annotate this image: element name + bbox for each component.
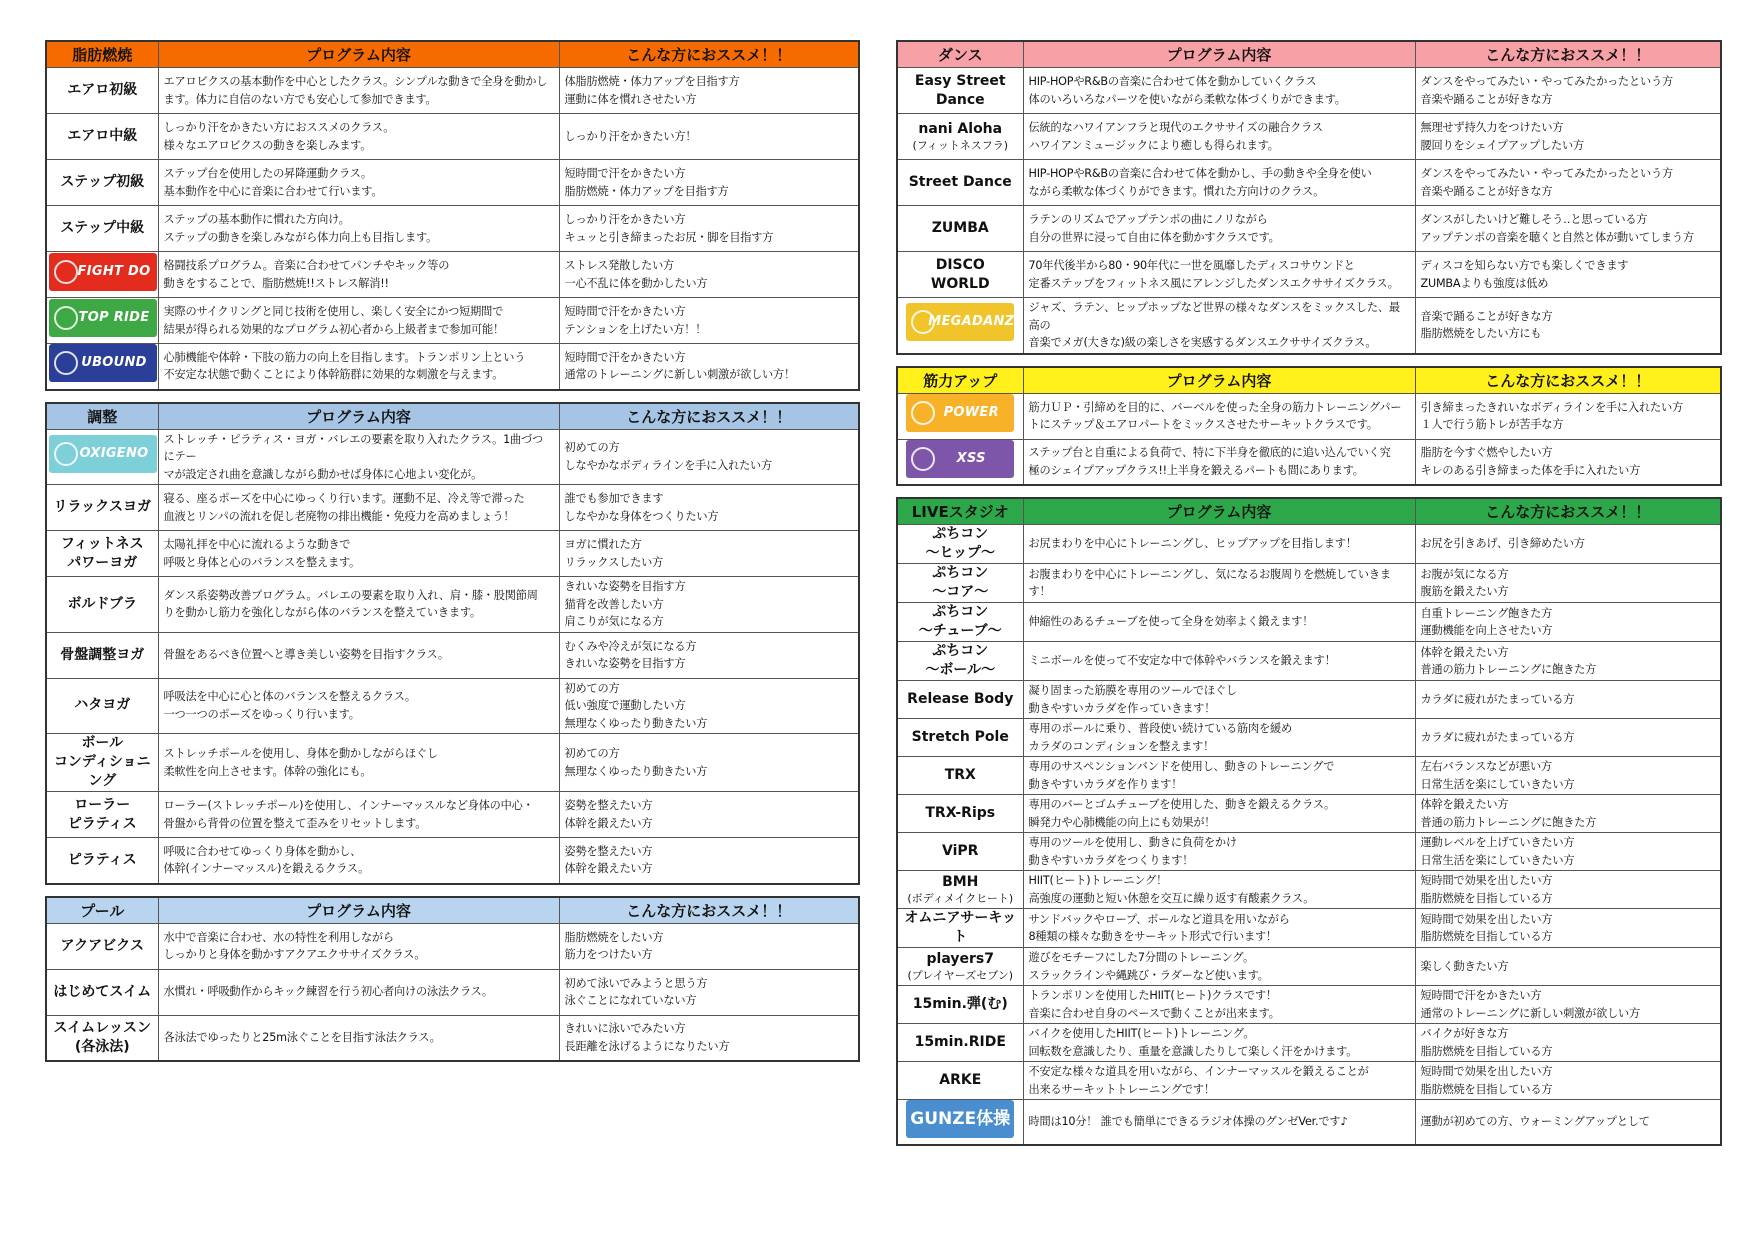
program-row: [46, 298, 859, 344]
pool-table: [45, 896, 860, 1063]
program-description: 太陽礼拝を中心に流れるような動きで 呼吸と身体と心のバランスを整えます。: [158, 531, 559, 577]
program-name: [897, 603, 1023, 642]
recommend-column-header: こんな方におススメ！！: [1415, 498, 1721, 525]
program-name-line: スイムレッスン: [53, 1019, 152, 1036]
program-row: [46, 838, 859, 884]
program-name-line: nani Aloha: [918, 121, 1003, 137]
recommended-for: 短時間で汗をかきたい方 通常のトレーニングに新しい刺激が欲しい方！: [559, 344, 859, 390]
recommended-for: 体幹を鍛えたい方 普通の筋力トレーニングに飽きた方: [1415, 642, 1721, 681]
program-name-line: 骨盤調整ヨガ: [60, 646, 145, 663]
program-name: [897, 986, 1023, 1024]
megadanz-logo: [906, 303, 1014, 341]
recommended-for: 体幹を鍛えたい方 普通の筋力トレーニングに飽きた方: [1415, 795, 1721, 833]
program-row: [46, 252, 859, 298]
program-row: [897, 1100, 1721, 1146]
program-row: [897, 642, 1721, 681]
program-name: [46, 577, 158, 633]
program-description: 伝統的なハワイアンフラと現代のエクササイズの融合クラス ハワイアンミュージックにより癒しも得られます。: [1023, 114, 1415, 160]
recommended-for: 初めて泳いでみようと思う方 泳ぐことになれていない方: [559, 969, 859, 1015]
recommend-column-header: こんな方におススメ！！: [559, 403, 859, 430]
recommended-for: しっかり汗をかきたい方 キュッと引き締まったお尻・脚を目指す方: [559, 206, 859, 252]
recommended-for: 誰でも参加できます しなやかな身体をつくりたい方: [559, 485, 859, 531]
logo-text: FIGHT DO: [77, 263, 151, 279]
program-column-header: プログラム内容: [158, 897, 559, 924]
program-name-line: Stretch Pole: [911, 729, 1009, 745]
program-name-line: ステップ中級: [60, 220, 145, 236]
program-description: HIIT(ヒート)トレーニング！ 高強度の運動と短い休憩を交互に繰り返す有酸素クラス。: [1023, 871, 1415, 909]
program-name-line: ViPR: [942, 843, 979, 859]
program-description: 遊びをモチーフにした7分間のトレーニング。 スラックラインや縄跳び・ラダーなど使います。: [1023, 948, 1415, 986]
recommended-for: 姿勢を整えたい方 体幹を鍛えたい方: [559, 792, 859, 838]
program-column-header: プログラム内容: [158, 41, 559, 68]
program-row: [46, 678, 859, 734]
program-name-line: TRX: [944, 767, 976, 783]
section-title: 調整: [46, 403, 158, 430]
recommended-for: きれいな姿勢を目指す方 猫背を改善したい方 肩こりが気になる方: [559, 577, 859, 633]
logo-text: POWER: [943, 405, 999, 420]
program-row: [897, 114, 1721, 160]
xss-logo: [906, 440, 1014, 478]
program-logo-cell: [46, 252, 158, 298]
program-description: エアロビクスの基本動作を中心としたクラス。シンプルな動きで全身を動かし ます。体力に自信のない方でも安心して参加できます。: [158, 68, 559, 114]
program-emblem-icon: [54, 351, 78, 375]
program-name: [46, 632, 158, 678]
program-name: [897, 833, 1023, 871]
recommended-for: ダンスがしたいけど難しそう‥と思っている方 アップテンポの音楽を聴くと自然と体が動いてしまう方: [1415, 206, 1721, 252]
program-row: [46, 68, 859, 114]
section-header-row: [897, 367, 1721, 394]
program-name-line: ボール: [81, 735, 124, 751]
program-name-subline: (フィットネスフラ): [912, 139, 1009, 152]
program-name-line: リラックスヨガ: [53, 499, 152, 515]
program-name: [897, 642, 1023, 681]
program-description: ジャズ、ラテン、ヒップホップなど世界の様々なダンスをミックスした、最高の 音楽でメガ(大きな)級の楽しさを実感するダンスエクササイズクラス。: [1023, 298, 1415, 354]
program-name: [897, 564, 1023, 603]
program-row: [46, 114, 859, 160]
program-row: [897, 1024, 1721, 1062]
fight-do-logo: [49, 253, 157, 291]
gunze-logo: [906, 1100, 1014, 1138]
program-row: [897, 871, 1721, 909]
program-name-subline: WORLD: [930, 275, 990, 292]
recommended-for: 短時間で汗をかきたい方 脂肪燃焼・体力アップを目指す方: [559, 160, 859, 206]
program-logo-cell: [46, 298, 158, 344]
program-name: [897, 1024, 1023, 1062]
program-emblem-icon: [54, 260, 78, 284]
program-description: 実際のサイクリングと同じ技術を使用し、楽しく安全にかつ短期間で 結果が得られる効果的なプログラム初心者から上級者まで参加可能！: [158, 298, 559, 344]
program-description: 骨盤をあるべき位置へと導き美しい姿勢を目指すクラス。: [158, 632, 559, 678]
program-row: [46, 206, 859, 252]
program-description: 寝る、座るポーズを中心にゆっくり行います。運動不足、冷え等で滞った 血液とリンパの流れを促し老廃物の排出機能・免疫力を高めましょう！: [158, 485, 559, 531]
program-row: [897, 986, 1721, 1024]
program-description: 筋力ＵＰ・引締めを目的に、バーベルを使った全身の筋力トレーニングパー トにステップ＆エアロパートをミックスさせたサーキットクラスです。: [1023, 393, 1415, 439]
program-description: サンドバックやロープ、ボールなど道具を用いながら 8種類の様々な動きをサーキット形式で行います！: [1023, 909, 1415, 948]
section-title: プール: [46, 897, 158, 924]
program-description: トランポリンを使用したHIIT(ヒート)クラスです！ 音楽に合わせ自身のペースで動くことが出来ます。: [1023, 986, 1415, 1024]
program-emblem-icon: [54, 442, 78, 466]
section-title: LIVEスタジオ: [897, 498, 1023, 525]
logo-text: UBOUND: [81, 355, 147, 371]
program-name-line: players7: [926, 951, 994, 967]
program-name: [897, 1062, 1023, 1100]
program-name-line: オムニアサーキット: [904, 910, 1017, 945]
program-name-line: ピラティス: [67, 851, 137, 868]
right-column: [896, 40, 1722, 1157]
program-row: [46, 531, 859, 577]
recommended-for: 脂肪燃焼をしたい方 筋力をつけたい方: [559, 923, 859, 969]
program-name: [46, 838, 158, 884]
program-name: [46, 206, 158, 252]
program-row: [46, 923, 859, 969]
program-name: [46, 485, 158, 531]
program-name-line: BMH: [942, 874, 979, 890]
program-row: [897, 298, 1721, 354]
program-row: [897, 439, 1721, 485]
power-logo: [906, 394, 1014, 432]
program-row: [46, 792, 859, 838]
program-description: お腹まわりを中心にトレーニングし、気になるお腹周りを燃焼していきます！: [1023, 564, 1415, 603]
recommended-for: 自重トレーニング飽きた方 運動機能を向上させたい方: [1415, 603, 1721, 642]
program-name: [46, 923, 158, 969]
program-name: [46, 734, 158, 792]
program-name: [897, 681, 1023, 719]
recommended-for: 短時間で効果を出したい方 脂肪燃焼を目指している方: [1415, 1062, 1721, 1100]
program-name-line: ZUMBA: [931, 220, 989, 236]
program-row: [897, 525, 1721, 564]
program-row: [897, 1062, 1721, 1100]
recommended-for: 体脂肪燃焼・体力アップを目指す方 運動に体を慣れさせたい方: [559, 68, 859, 114]
program-description: ダンス系姿勢改善プログラム。バレエの要素を取り入れ、肩・膝・股関節周 りを動かし筋力を強化しながら体のバランスを整えていきます。: [158, 577, 559, 633]
recommended-for: きれいに泳いでみたい方 長距離を泳げるようになりたい方: [559, 1015, 859, 1061]
recommended-for: 初めての方 低い強度で運動したい方 無理なくゆったり動きたい方: [559, 678, 859, 734]
program-row: [897, 909, 1721, 948]
program-description: ストレッチ・ピラティス・ヨガ・バレエの要素を取り入れたクラス。1曲づつにテー マが設定され曲を意識しながら動かせば身体に心地よい変化が。: [158, 429, 559, 485]
oxigeno-logo: [49, 435, 157, 473]
program-description: お尻まわりを中心にトレーニングし、ヒップアップを目指します！: [1023, 525, 1415, 564]
program-name-subline: ～チューブ～: [918, 623, 1002, 639]
program-row: [46, 1015, 859, 1061]
dance-table: [896, 40, 1722, 355]
section-header-row: [46, 403, 859, 430]
program-logo-cell: [897, 439, 1023, 485]
program-emblem-icon: [911, 401, 935, 425]
program-name: [897, 206, 1023, 252]
program-description: 心肺機能や体幹・下肢の筋力の向上を目指します。トランポリン上という 不安定な状態で動くことにより体幹筋群に効果的な刺激を与えます。: [158, 344, 559, 390]
program-name: [46, 114, 158, 160]
program-name: [46, 1015, 158, 1061]
program-logo-cell: [897, 298, 1023, 354]
program-name: [897, 871, 1023, 909]
left-column: [45, 40, 860, 1073]
logo-text: TOP RIDE: [78, 309, 150, 325]
program-row: [46, 734, 859, 792]
program-column-header: プログラム内容: [158, 403, 559, 430]
recommended-for: 初めての方 しなやかなボディラインを手に入れたい方: [559, 429, 859, 485]
logo-text: OXIGENO: [79, 445, 149, 461]
logo-text: MEGADANZ: [928, 314, 1015, 330]
program-description: ステップの基本動作に慣れた方向け。 ステップの動きを楽しみながら体力向上も目指します。: [158, 206, 559, 252]
program-description: ストレッチポールを使用し、身体を動かしながらほぐし 柔軟性を向上させます。体幹の強化にも。: [158, 734, 559, 792]
recommended-for: 脂肪を今すぐ燃やしたい方 キレのある引き締まった体を手に入れたい方: [1415, 439, 1721, 485]
program-description: ラテンのリズムでアップテンポの曲にノリながら 自分の世界に浸って自由に体を動かすクラスです。: [1023, 206, 1415, 252]
program-description: 呼吸法を中心に心と体のバランスを整えるクラス。 一つ一つのポーズをゆっくり行います。: [158, 678, 559, 734]
program-row: [897, 948, 1721, 986]
section-title: ダンス: [897, 41, 1023, 68]
recommended-for: ダンスをやってみたい・やってみたかったという方 音楽や踊ることが好きな方: [1415, 68, 1721, 114]
program-name-subline: ピラティス: [67, 815, 137, 832]
program-row: [46, 429, 859, 485]
program-row: [897, 206, 1721, 252]
program-description: 時間は10分！ 誰でも簡単にできるラジオ体操のグンゼVer.です♪: [1023, 1100, 1415, 1146]
program-name-subline: ～ヒップ～: [925, 545, 996, 561]
program-description: 専用のバーとゴムチューブを使用した、動きを鍛えるクラス。 瞬発力や心肺機能の向上にも効果が！: [1023, 795, 1415, 833]
program-column-header: プログラム内容: [1023, 41, 1415, 68]
recommended-for: 引き締まったきれいなボディラインを手に入れたい方 １人で行う筋トレが苦手な方: [1415, 393, 1721, 439]
program-name-line: ハタヨガ: [74, 697, 131, 714]
program-name: [897, 948, 1023, 986]
top-ride-logo: [49, 299, 157, 337]
live-table: [896, 497, 1722, 1146]
program-name: [46, 68, 158, 114]
program-description: 水慣れ・呼吸動作からキック練習を行う初心者向けの泳法クラス。: [158, 969, 559, 1015]
recommended-for: 短時間で汗をかきたい方 テンションを上げたい方！！: [559, 298, 859, 344]
program-name-subline: (プレイヤーズセブン): [907, 969, 1014, 982]
program-emblem-icon: [911, 447, 935, 471]
program-row: [897, 757, 1721, 795]
program-description: 専用のツールを使用し、動きに負荷をかけ 動きやすいカラダをつくります！: [1023, 833, 1415, 871]
program-name: [46, 792, 158, 838]
recommended-for: 初めての方 無理なくゆったり動きたい方: [559, 734, 859, 792]
recommend-column-header: こんな方におススメ！！: [1415, 367, 1721, 394]
recommended-for: バイクが好きな方 脂肪燃焼を目指している方: [1415, 1024, 1721, 1062]
program-description: 凝り固まった筋膜を専用のツールでほぐし 動きやすいカラダを作っていきます！: [1023, 681, 1415, 719]
program-description: 格闘技系プログラム。音楽に合わせてパンチやキック等の 動きをすることで、脂肪燃焼!!ストレス解消!!: [158, 252, 559, 298]
program-name-line: エアロ初級: [67, 82, 138, 98]
recommended-for: しっかり汗をかきたい方！: [559, 114, 859, 160]
program-name: [897, 719, 1023, 757]
recommend-column-header: こんな方におススメ！！: [1415, 41, 1721, 68]
recommended-for: お尻を引きあげ、引き締めたい方: [1415, 525, 1721, 564]
program-row: [897, 564, 1721, 603]
program-name-subline: (ボディメイクヒート): [907, 892, 1014, 905]
program-name-line: エアロ中級: [67, 128, 138, 144]
program-row: [46, 632, 859, 678]
program-name-line: アクアビクス: [60, 937, 144, 954]
program-name-line: TRX-Rips: [925, 805, 996, 821]
program-row: [897, 252, 1721, 298]
program-logo-cell: [897, 393, 1023, 439]
program-row: [46, 485, 859, 531]
program-name: [46, 678, 158, 734]
program-description: バイクを使用したHIIT(ヒート)トレーニング。 回転数を意識したり、重量を意識したりして楽しく汗をかけます。: [1023, 1024, 1415, 1062]
program-row: [897, 795, 1721, 833]
program-name-line: Street Dance: [908, 174, 1012, 190]
program-name-line: ぷちコン: [932, 565, 989, 581]
program-name-subline: ～コア～: [932, 584, 989, 600]
program-name-line: ステップ初級: [60, 174, 145, 190]
program-name: [897, 252, 1023, 298]
program-name: [897, 909, 1023, 948]
section-title: 脂肪燃焼: [46, 41, 158, 68]
program-name: [897, 757, 1023, 795]
ubound-logo: [49, 344, 157, 382]
adjust-table: [45, 402, 860, 885]
program-row: [46, 344, 859, 390]
program-row: [897, 160, 1721, 206]
recommended-for: お腹が気になる方 腹筋を鍛えたい方: [1415, 564, 1721, 603]
program-name: [46, 969, 158, 1015]
program-name: [897, 114, 1023, 160]
program-description: 専用のポールに乗り、普段使い続けている筋肉を緩め カラダのコンディションを整えます！: [1023, 719, 1415, 757]
recommended-for: 短時間で汗をかきたい方 通常のトレーニングに新しい刺激が欲しい方: [1415, 986, 1721, 1024]
program-column-header: プログラム内容: [1023, 498, 1415, 525]
program-description: HIP-HOPやR&Bの音楽に合わせて体を動かしていくクラス 体のいろいろなパーツを使いながら柔軟な体づくりができます。: [1023, 68, 1415, 114]
program-emblem-icon: [54, 306, 78, 330]
recommend-column-header: こんな方におススメ！！: [559, 897, 859, 924]
recommended-for: むくみや冷えが気になる方 きれいな姿勢を目指す方: [559, 632, 859, 678]
program-description: 呼吸に合わせてゆっくり身体を動かし、 体幹(インナーマッスル)を鍛えるクラス。: [158, 838, 559, 884]
program-name: [897, 795, 1023, 833]
program-name-line: はじめてスイム: [53, 983, 152, 1000]
program-name-line: DISCO: [935, 256, 985, 273]
program-name-line: Easy Street: [914, 72, 1006, 89]
program-name-line: フィットネス: [60, 535, 144, 552]
program-name-line: ローラー: [74, 796, 131, 813]
program-description: ローラー(ストレッチポール)を使用し、インナーマッスルなど身体の中心・ 骨盤から背骨の位置を整えて歪みをリセットします。: [158, 792, 559, 838]
recommended-for: カラダに疲れがたまっている方: [1415, 719, 1721, 757]
recommended-for: 無理せず持久力をつけたい方 腰回りをシェイプアップしたい方: [1415, 114, 1721, 160]
program-logo-cell: [897, 1100, 1023, 1146]
section-header-row: [46, 41, 859, 68]
program-logo-cell: [46, 429, 158, 485]
logo-text: XSS: [956, 450, 986, 466]
program-name-subline: Dance: [935, 91, 985, 108]
section-title: 筋力アップ: [897, 367, 1023, 394]
program-name-line: ぷちコン: [932, 604, 989, 620]
program-name: [897, 525, 1023, 564]
program-description: ステップ台を使用したの昇降運動クラス。 基本動作を中心に音楽に合わせて行います。: [158, 160, 559, 206]
section-header-row: [46, 897, 859, 924]
program-row: [46, 577, 859, 633]
program-row: [46, 160, 859, 206]
program-name: [46, 531, 158, 577]
program-row: [897, 681, 1721, 719]
recommended-for: 姿勢を整えたい方 体幹を鍛えたい方: [559, 838, 859, 884]
program-name-line: 15min.RIDE: [914, 1034, 1006, 1050]
program-name-line: Release Body: [907, 691, 1014, 707]
program-description: しっかり汗をかきたい方におススメのクラス。 様々なエアロビクスの動きを楽しみます。: [158, 114, 559, 160]
program-name-line: ARKE: [939, 1072, 982, 1088]
program-name-subline: パワーヨガ: [67, 554, 138, 571]
program-description: 伸縮性のあるチューブを使って全身を効率よく鍛えます！: [1023, 603, 1415, 642]
program-row: [897, 719, 1721, 757]
program-description: 不安定な様々な道具を用いながら、インナーマッスルを鍛えることが 出来るサーキットトレーニングです！: [1023, 1062, 1415, 1100]
program-name-line: 15min.弾(む): [912, 996, 1008, 1012]
recommend-column-header: こんな方におススメ！！: [559, 41, 859, 68]
program-description: HIP-HOPやR&Bの音楽に合わせて体を動かし、手の動きや全身を使い ながら柔軟な体づくりができます。慣れた方向けのクラス。: [1023, 160, 1415, 206]
program-name-line: ぷちコン: [932, 643, 989, 659]
program-row: [897, 603, 1721, 642]
program-row: [897, 833, 1721, 871]
program-description: 専用のサスペンションバンドを使用し、動きのトレーニングで 動きやすいカラダを作ります！: [1023, 757, 1415, 795]
recommended-for: 運動レベルを上げていきたい方 日常生活を楽にしていきたい方: [1415, 833, 1721, 871]
program-row: [897, 393, 1721, 439]
recommended-for: 音楽で踊ることが好きな方 脂肪燃焼をしたい方にも: [1415, 298, 1721, 354]
program-name-subline: ～ボール～: [925, 662, 996, 678]
program-name: [46, 160, 158, 206]
program-name-subline: コンディショニング: [53, 754, 151, 789]
program-row: [897, 68, 1721, 114]
recommended-for: 短時間で効果を出したい方 脂肪燃焼を目指している方: [1415, 909, 1721, 948]
program-description: 各泳法でゆったりと25m泳ぐことを目指す泳法クラス。: [158, 1015, 559, 1061]
program-emblem-icon: [911, 310, 935, 334]
recommended-for: ディスコを知らない方でも楽しくできます ZUMBAよりも強度は低め: [1415, 252, 1721, 298]
recommended-for: 運動が初めての方、ウォーミングアップとして: [1415, 1100, 1721, 1146]
program-name-line: ボルドブラ: [67, 595, 138, 612]
section-header-row: [897, 498, 1721, 525]
recommended-for: カラダに疲れがたまっている方: [1415, 681, 1721, 719]
program-column-header: プログラム内容: [1023, 367, 1415, 394]
fat-burn-table: [45, 40, 860, 391]
program-description: ステップ台と自重による負荷で、特に下半身を徹底的に追い込んでいく究 極のシェイプアップクラス!!上半身を鍛えるパートも間にあります。: [1023, 439, 1415, 485]
program-description: 70年代後半から80・90年代に一世を風靡したディスコサウンドと 定番ステップをフィットネス風にアレンジしたダンスエクササイズクラス。: [1023, 252, 1415, 298]
program-row: [46, 969, 859, 1015]
section-header-row: [897, 41, 1721, 68]
program-logo-cell: [46, 344, 158, 390]
recommended-for: ヨガに慣れた方 リラックスしたい方: [559, 531, 859, 577]
strength-table: [896, 366, 1722, 487]
logo-text: GUNZE体操: [910, 1109, 1011, 1129]
recommended-for: 楽しく動きたい方: [1415, 948, 1721, 986]
program-description: ミニボールを使って不安定な中で体幹やバランスを鍛えます！: [1023, 642, 1415, 681]
program-description: 水中で音楽に合わせ、水の特性を利用しながら しっかりと身体を動かすアクアエクササイズクラス。: [158, 923, 559, 969]
program-name-subline: (各泳法): [74, 1038, 130, 1055]
recommended-for: ストレス発散したい方 一心不乱に体を動かしたい方: [559, 252, 859, 298]
recommended-for: ダンスをやってみたい・やってみたかったという方 音楽や踊ることが好きな方: [1415, 160, 1721, 206]
program-name-line: ぷちコン: [932, 526, 989, 542]
program-name: [897, 68, 1023, 114]
recommended-for: 左右バランスなどが悪い方 日常生活を楽にしていきたい方: [1415, 757, 1721, 795]
recommended-for: 短時間で効果を出したい方 脂肪燃焼を目指している方: [1415, 871, 1721, 909]
program-name: [897, 160, 1023, 206]
